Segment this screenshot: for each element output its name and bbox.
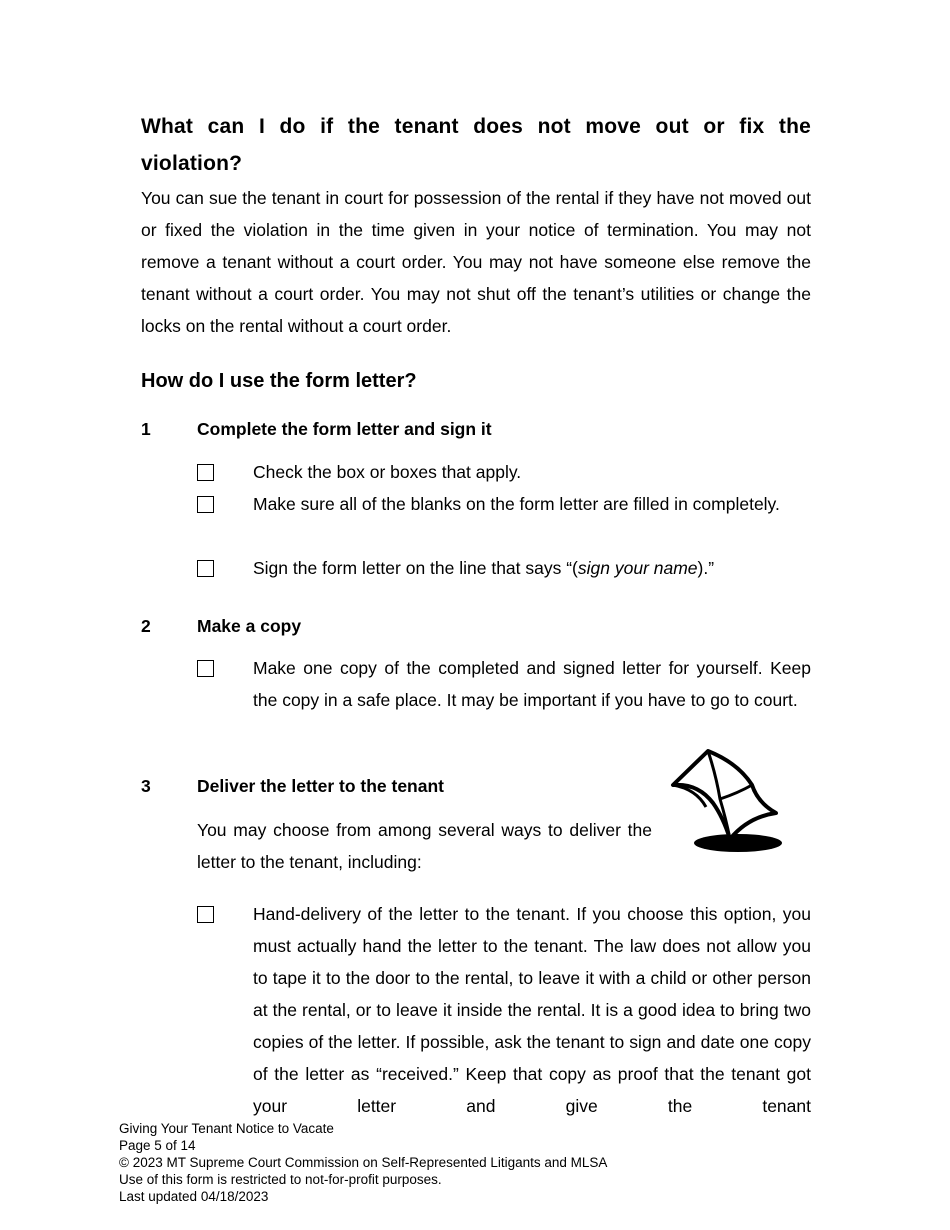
flying-letter-icon	[668, 745, 786, 855]
checkbox-hand-delivery[interactable]	[197, 906, 214, 923]
item-3-pre: Sign the form letter on the line that says “(	[253, 558, 578, 578]
step-1-item-3	[253, 552, 811, 584]
item-3-italic: sign your name	[577, 558, 698, 578]
heading-line-2: violation?	[141, 152, 243, 175]
intro-paragraph: You can sue the tenant in court for possession of the rental if they have not moved out or fixed the violation in the time given in your notice of termination. You may not remove a tenant without a court order. You may not have someone else remove the tenant without a court order. You may not shut off the tenant’s utilities or change the locks on the rental without a court order.	[141, 188, 811, 336]
checkbox-sign-letter[interactable]	[197, 560, 214, 577]
section-heading-form-letter: How do I use the form letter?	[141, 370, 417, 392]
checkbox-check-boxes[interactable]	[197, 464, 214, 481]
step-3-title: Deliver the letter to the tenant	[197, 776, 444, 796]
step-3-number: 3	[141, 776, 151, 796]
page-footer	[119, 1120, 607, 1205]
step-1-title: Complete the form letter and sign it	[197, 419, 492, 439]
step-1-item-2: Make sure all of the blanks on the form letter are filled in completely.	[253, 494, 780, 514]
heading-line-1: What can I do if the tenant does not move out or fix the	[141, 115, 811, 138]
step-2-title: Make a copy	[197, 616, 302, 636]
footer-copyright: © 2023 MT Supreme Court Commission on Self-Represented Litigants and MLSA	[119, 1155, 608, 1170]
step-1-number: 1	[141, 419, 151, 439]
section-heading-termination	[141, 108, 811, 182]
step-3-item-1: Hand-delivery of the letter to the tenant. If you choose this option, you must actually hand the letter to the tenant. The law does not allow you to tape it to the door to the rental, to leave it with a child or other person at the rental, or to leave it inside the rental. It is a good idea to bring two copies of the letter. If possible, ask the tenant to sign and date one copy of the letter as “received.” Keep that copy as proof that the tenant got your letter and give the tenant	[253, 904, 811, 1116]
checkbox-make-copy[interactable]	[197, 660, 214, 677]
footer-restriction: Use of this form is restricted to not-for-profit purposes.	[119, 1172, 442, 1187]
item-text-main: Check the box or boxes that apply.	[253, 462, 522, 482]
item-3-post: ).”	[697, 558, 715, 578]
checkbox-fill-blanks[interactable]	[197, 496, 214, 513]
step-2-number: 2	[141, 616, 151, 636]
step-3-intro: You may choose from among several ways to deliver the letter to the tenant, including:	[197, 820, 652, 872]
footer-updated: Last updated 04/18/2023	[119, 1189, 269, 1204]
step-1-item-1	[253, 456, 811, 488]
footer-page-number: Page 5 of 14	[119, 1138, 196, 1153]
step-2-item-1: Make one copy of the completed and signed letter for yourself. Keep the copy in a safe place. It may be important if you have to go to court.	[253, 658, 811, 710]
footer-title: Giving Your Tenant Notice to Vacate	[119, 1121, 334, 1136]
